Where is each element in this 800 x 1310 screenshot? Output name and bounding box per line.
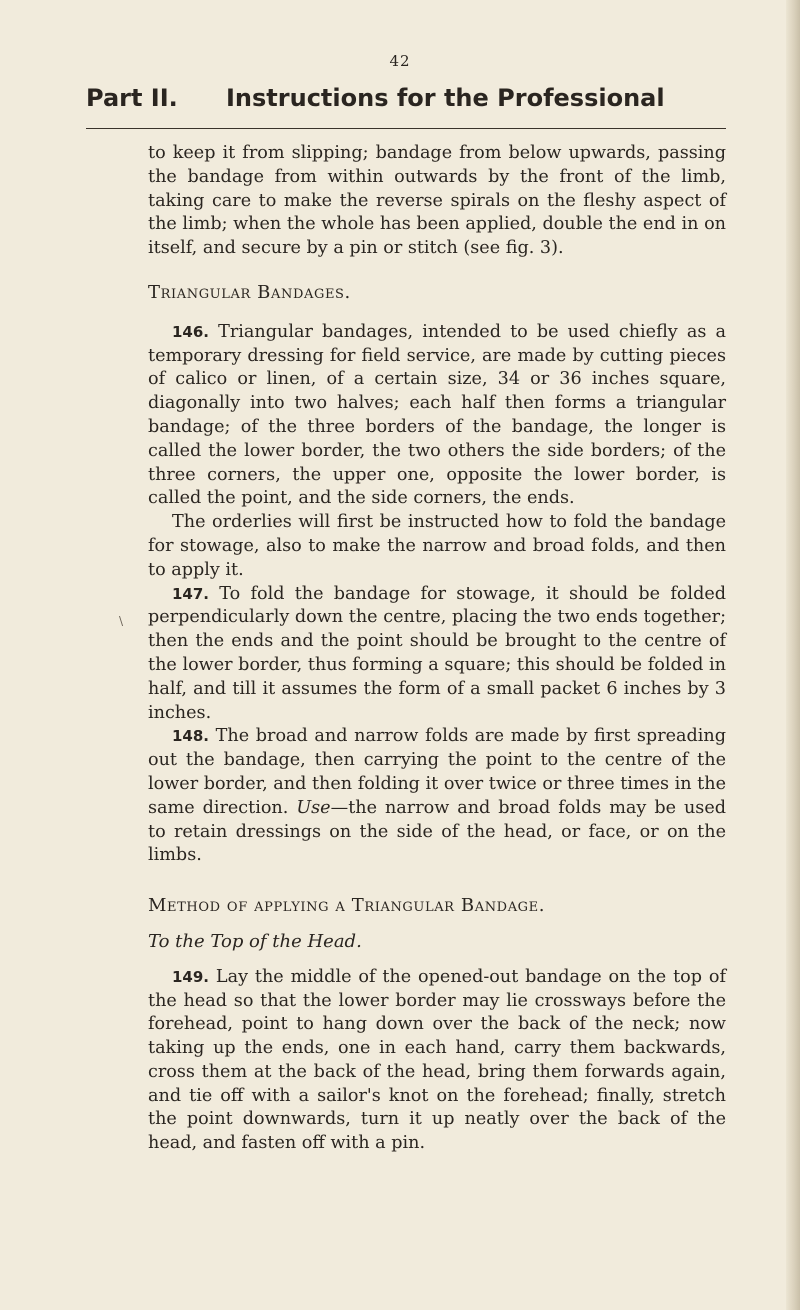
page-edge-shadow (786, 0, 800, 1310)
paragraph-146-text: Triangular bandages, intended to be used chiefly as a temporary dressing for field service, are made by cutting pieces of calico or linen, of a certain size, 34 or 36 inches square, diagonally into two halves; each half then forms a triangular bandage; of the three borders of the bandage, the longer is called the lower border, the two others the side borders; of the three corners, the upper one, opposite the lower border, is called the point, and the side corners, the ends. (148, 321, 727, 509)
heading-method: Method of applying a Triangular Bandage. (148, 895, 546, 917)
heading-triangular-bandages: Triangular Bandages. (148, 281, 351, 303)
paragraph-147 (148, 583, 726, 726)
header-rule (86, 128, 726, 129)
running-head (86, 84, 726, 124)
paragraph-147-text: To fold the bandage for stowage, it should be folded perpendicularly down the centre, placing the two ends together; then the ends and the point should be brought to the centre of the lower border, thus forming a square; this should be folded in half, and till it assumes the form of a small packet 6 inches by 3 inches. (148, 583, 726, 723)
paragraph-148 (148, 725, 726, 868)
paragraph-number: 148. (172, 727, 210, 746)
paragraph-number: 149. (172, 967, 210, 986)
paragraph-149 (148, 966, 726, 1156)
margin-mark: \ (119, 614, 124, 628)
paragraph-number: 146. (172, 322, 210, 341)
use-label: Use (296, 797, 331, 818)
part-label: Part II. (86, 84, 178, 112)
section-title: Instructions for the Professional (226, 84, 665, 112)
paragraph-number: 147. (172, 584, 210, 603)
paragraph-continued: to keep it from slipping; bandage from below upwards, passing the bandage from within outwards by the front of the limb, taking care to make the reverse spirals on the fleshy aspect of the limb; when the whole has been applied, double the end in on itself, and secure by a pin or stitch (see fig. 3). (148, 143, 727, 259)
body-text (148, 142, 726, 1156)
paragraph-146-continued: The orderlies will first be instructed how to fold the bandage for stowage, also to make the narrow and broad folds, and then to apply it. (148, 512, 726, 580)
paragraph-148-text: The broad and narrow folds are made by first spreading out the bandage, then carrying the point to the centre of the lower border, and then folding it over twice or three times in the same direction. (148, 726, 726, 818)
page-number: 42 (389, 52, 411, 70)
paragraph-146 (148, 321, 726, 511)
paragraph-148-use-text: —the narrow and broad folds may be used to retain dressings on the side of the head, or face, or on the limbs. (148, 797, 726, 866)
paragraph-149-text: Lay the middle of the opened-out bandage on the top of the head so that the lower border may lie crossways before the forehead, point to hang down over the back of the neck; now taking up the ends, one in each hand, carry them backwards, cross them at the back of the head, bring them forwards again, and tie off with a sailor's knot on the forehead; finally, stretch the point downwards, turn it up neatly over the back of the head, and fasten off with a pin. (148, 966, 726, 1154)
subheading-top-of-head: To the Top of the Head. (148, 930, 362, 952)
